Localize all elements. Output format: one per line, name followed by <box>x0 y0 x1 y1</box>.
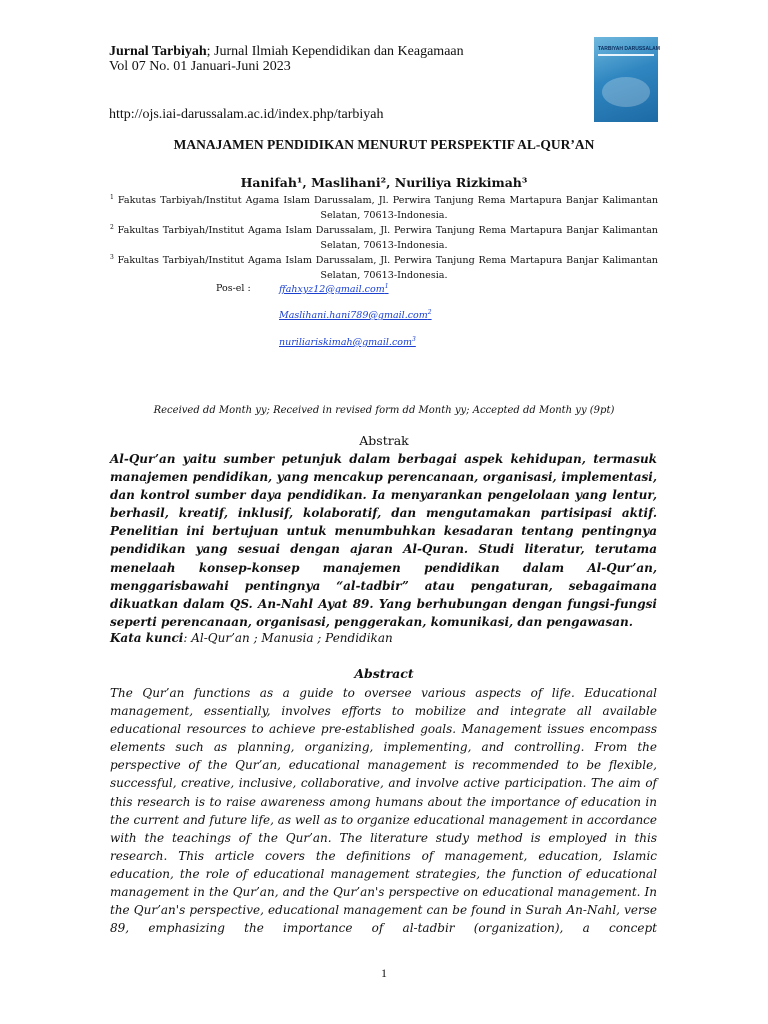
email-link-2[interactable]: Maslihani.hani789@gmail.com$^2$ <box>279 309 432 322</box>
journal-volume: Vol 07 No. 01 Januari-Juni 2023 <box>109 59 291 74</box>
journal-url[interactable]: http://ojs.iai-darussalam.ac.id/index.php/tarbiyah <box>109 107 384 122</box>
journal-name: Jurnal Tarbiyah <box>109 44 207 59</box>
affiliation-2: $^2$ Fakultas Tarbiyah/Institut Agama Islam Darussalam, Jl. Perwira Tanjung Rema Martapura Banjar Kalimantan Selatan, 70613-Indonesia. <box>110 224 658 251</box>
email-link-1[interactable]: ffahxyz12@gmail.com$^1$ <box>279 283 389 296</box>
journal-header <box>109 43 464 60</box>
affiliation-1: $^1$ Fakutas Tarbiyah/Institut Agama Islam Darussalam, Jl. Perwira Tanjung Rema Martapura Banjar Kalimantan Selatan, 70613-Indonesia. <box>110 194 658 221</box>
cover-title: TARBIYAH DARUSSALAM <box>598 46 660 52</box>
keywords <box>110 631 393 645</box>
email-link-3[interactable]: nuriliariskimah@gmail.com$^3$ <box>279 336 416 349</box>
keywords-label: Kata kunci <box>110 631 184 645</box>
page-number: 1 <box>381 966 387 980</box>
email-label: Pos-el : <box>216 283 251 294</box>
received-dates: Received dd Month yy; Received in revised form dd Month yy; Accepted dd Month yy (9pt) <box>153 405 615 416</box>
abstrak-body: Al-Qur’an yaitu sumber petunjuk dalam berbagai aspek kehidupan, termasuk manajemen pendidikan, yang mencakup perencanaan, organisasi, implementasi, dan kontrol sumber daya pendidikan. Ia menyarankan pengelolaan yang lentur, berhasil, kreatif, inklusif, kolaboratif, dan mengutamakan partisipasi aktif. Penelitian ini bertujuan untuk menumbuhkan kesadaran tentang pentingnya pendidikan yang sesuai dengan ajaran Al-Quran. Studi literatur, terutama menelaah konsep-konsep manajemen pendidikan dalam Al-Qur’an, menggarisbawahi pentingnya “al-tadbir” atau pengaturan, sebagaimana dikuatkan dalam QS. An-Nahl Ayat 89. Yang berhubungan dengan fungsi-fungsi seperti perencanaan, organisasi, penggerakan, komunikasi, dan pengawasan. <box>110 452 657 629</box>
keywords-values: : Al-Qur’an ; Manusia ; Pendidikan <box>183 631 393 645</box>
abstract-body: The Qur’an functions as a guide to oversee various aspects of life. Educational management, essentially, involves efforts to mobilize and integrate all available educational resources to achieve pre-established goals. Management issues encompass elements such as planning, organizing, implementing, and controlling. From the perspective of the Qur’an, educational management is recommended to be flexible, successful, creative, inclusive, collaborative, and involve active participation. The aim of this research is to raise awareness among humans about the importance of education in the current and future life, as well as to organize educational management in accordance with the teachings of the Qur’an. The literature study method is employed in this research. This article covers the definitions of management, education, Islamic education, the role of educational management strategies, the function of educational management in the Qur’an, and the Qur’an's perspective on educational management. In the Qur’an's perspective, educational management can be found in Surah An-Nahl, verse 89, emphasizing the importance of al-tadbir (organization), a concept <box>110 686 657 936</box>
abstrak-heading: Abstrak <box>359 433 409 448</box>
paper-title: MANAJAMEN PENDIDIKAN MENURUT PERSPEKTIF AL-QUR’AN <box>173 137 595 152</box>
journal-subtitle: ; Jurnal Ilmiah Kependidikan dan Keagamaan <box>206 44 464 59</box>
journal-cover-image <box>594 37 658 122</box>
paper-authors: Hanifah¹, Maslihani², Nuriliya Rizkimah³ <box>240 175 528 190</box>
affiliation-3: $^3$ Fakultas Tarbiyah/Institut Agama Islam Darussalam, Jl. Perwira Tanjung Rema Martapura Banjar Kalimantan Selatan, 70613-Indonesia. <box>110 254 658 281</box>
abstract-heading: Abstract <box>354 666 414 681</box>
